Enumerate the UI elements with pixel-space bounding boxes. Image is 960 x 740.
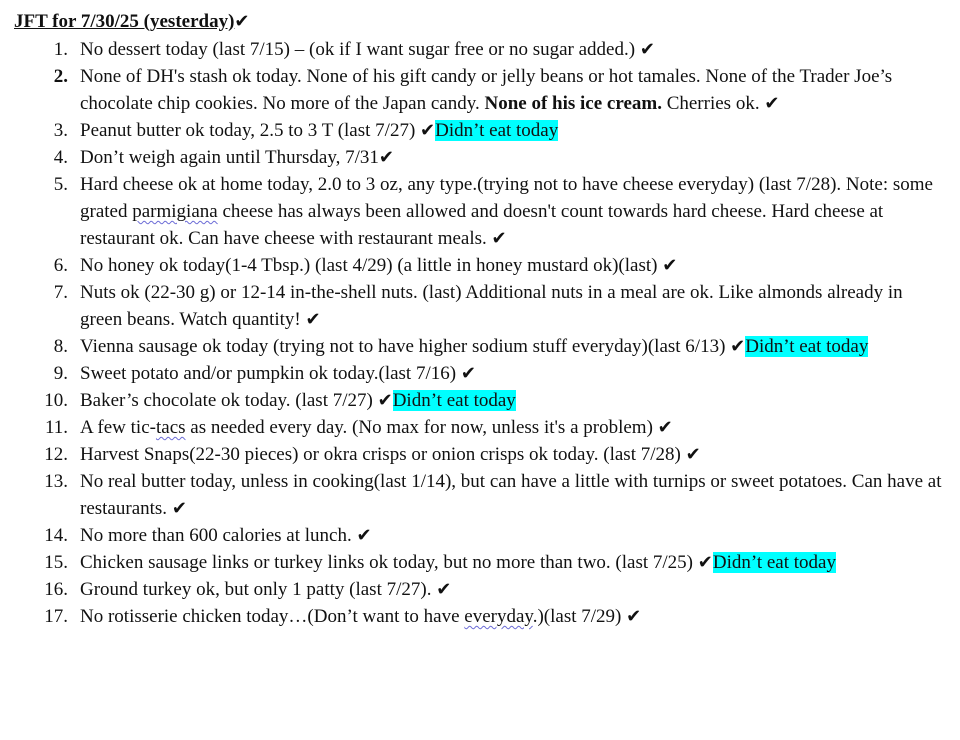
item-number: 6. [53,255,68,276]
item-text: None of DH's stash ok today. None of his gift candy or jelly beans or hot tamales. None of the Trader Joe’s chocolate chip cookies. No more of the Japan candy. None of his ice cream. Cherries ok. ✔ [80,66,893,114]
check-icon: ✔ [356,525,372,546]
item-text: No real butter today, unless in cooking(last 1/14), but can have a little with turnips or sweet potatoes. Can have at restaurants. ✔ [80,471,942,519]
check-icon: ✔ [685,444,701,465]
spellcheck-word: everyday [464,606,533,627]
item-text: Sweet potato and/or pumpkin ok today.(last 7/16) ✔ [80,363,476,384]
list-item [14,279,952,333]
item-number: 15. [44,552,68,573]
item-text: No rotisserie chicken today…(Don’t want to have everyday.)(last 7/29) ✔ [80,606,642,627]
item-number: 1. [53,39,68,60]
highlight-note: Didn’t eat today [745,336,869,357]
list-item [14,468,952,522]
highlight-note: Didn’t eat today [435,120,559,141]
check-icon: ✔ [639,39,655,60]
check-icon: ✔ [234,11,250,32]
document-title [14,8,952,36]
rules-list [14,36,952,630]
check-icon: ✔ [378,147,394,168]
list-item [14,603,952,630]
item-number: 10. [44,390,68,411]
spellcheck-word: parmigiana [132,201,218,222]
list-item [14,576,952,603]
item-number: 4. [53,147,68,168]
item-text: Harvest Snaps(22-30 pieces) or okra crisps or onion crisps ok today. (last 7/28) ✔ [80,444,701,465]
item-number: 14. [44,525,68,546]
item-number: 2. [53,66,68,87]
item-number: 11. [44,417,68,438]
list-item [14,144,952,171]
item-number: 3. [53,120,68,141]
check-icon: ✔ [305,309,321,330]
check-icon: ✔ [626,606,642,627]
check-icon: ✔ [662,255,678,276]
check-icon: ✔ [171,498,187,519]
item-text: Hard cheese ok at home today, 2.0 to 3 oz, any type.(trying not to have cheese everyday) (last 7/28). Note: some grated parmigiana cheese has always been allowed and doesn't count towards hard cheese. Hard cheese at restaurant ok. Can have cheese with restaurant meals. ✔ [80,174,933,249]
item-text: No honey ok today(1-4 Tbsp.) (last 4/29) (a little in honey mustard ok)(last) ✔ [80,255,678,276]
item-text: No more than 600 calories at lunch. ✔ [80,525,372,546]
spellcheck-word: tacs [155,417,186,438]
item-number: 5. [53,174,68,195]
item-text: Ground turkey ok, but only 1 patty (last 7/27). ✔ [80,579,452,600]
item-text: Baker’s chocolate ok today. (last 7/27) ✔Didn’t eat today [80,390,516,411]
list-item [14,333,952,360]
list-item [14,387,952,414]
item-number: 17. [44,606,68,627]
check-icon: ✔ [764,93,780,114]
item-text: Nuts ok (22-30 g) or 12-14 in-the-shell nuts. (last) Additional nuts in a meal are ok. Like almonds already in green beans. Watch quantity! ✔ [80,282,903,330]
check-icon: ✔ [436,579,452,600]
item-text: Vienna sausage ok today (trying not to have higher sodium stuff everyday)(last 6/13) ✔Didn’t eat today [80,336,869,357]
list-item [14,441,952,468]
check-icon: ✔ [657,417,673,438]
title-text: JFT for 7/30/25 (yesterday) [14,11,235,32]
item-text: No dessert today (last 7/15) – (ok if I want sugar free or no sugar added.) ✔ [80,39,655,60]
item-number: 16. [44,579,68,600]
list-item [14,36,952,63]
item-text: A few tic-tacs as needed every day. (No max for now, unless it's a problem) ✔ [80,417,673,438]
list-item [14,414,952,441]
item-number: 8. [53,336,68,357]
list-item [14,252,952,279]
highlight-note: Didn’t eat today [712,552,836,573]
item-number: 9. [53,363,68,384]
list-item [14,522,952,549]
list-item [14,171,952,252]
item-text: Peanut butter ok today, 2.5 to 3 T (last 7/27) ✔Didn’t eat today [80,120,559,141]
list-item [14,63,952,117]
list-item [14,360,952,387]
item-number: 13. [44,471,68,492]
check-icon: ✔ [460,363,476,384]
highlight-note: Didn’t eat today [392,390,516,411]
check-icon: ✔ [697,552,713,573]
check-icon: ✔ [377,390,393,411]
check-icon: ✔ [491,228,507,249]
check-icon: ✔ [420,120,436,141]
check-icon: ✔ [730,336,746,357]
list-item [14,549,952,576]
item-number: 7. [53,282,68,303]
item-number: 12. [44,444,68,465]
item-text: Don’t weigh again until Thursday, 7/31✔ [80,147,394,168]
list-item [14,117,952,144]
item-text: Chicken sausage links or turkey links ok today, but no more than two. (last 7/25) ✔Didn’t eat today [80,552,836,573]
bold-text: None of his ice cream. [484,93,662,114]
